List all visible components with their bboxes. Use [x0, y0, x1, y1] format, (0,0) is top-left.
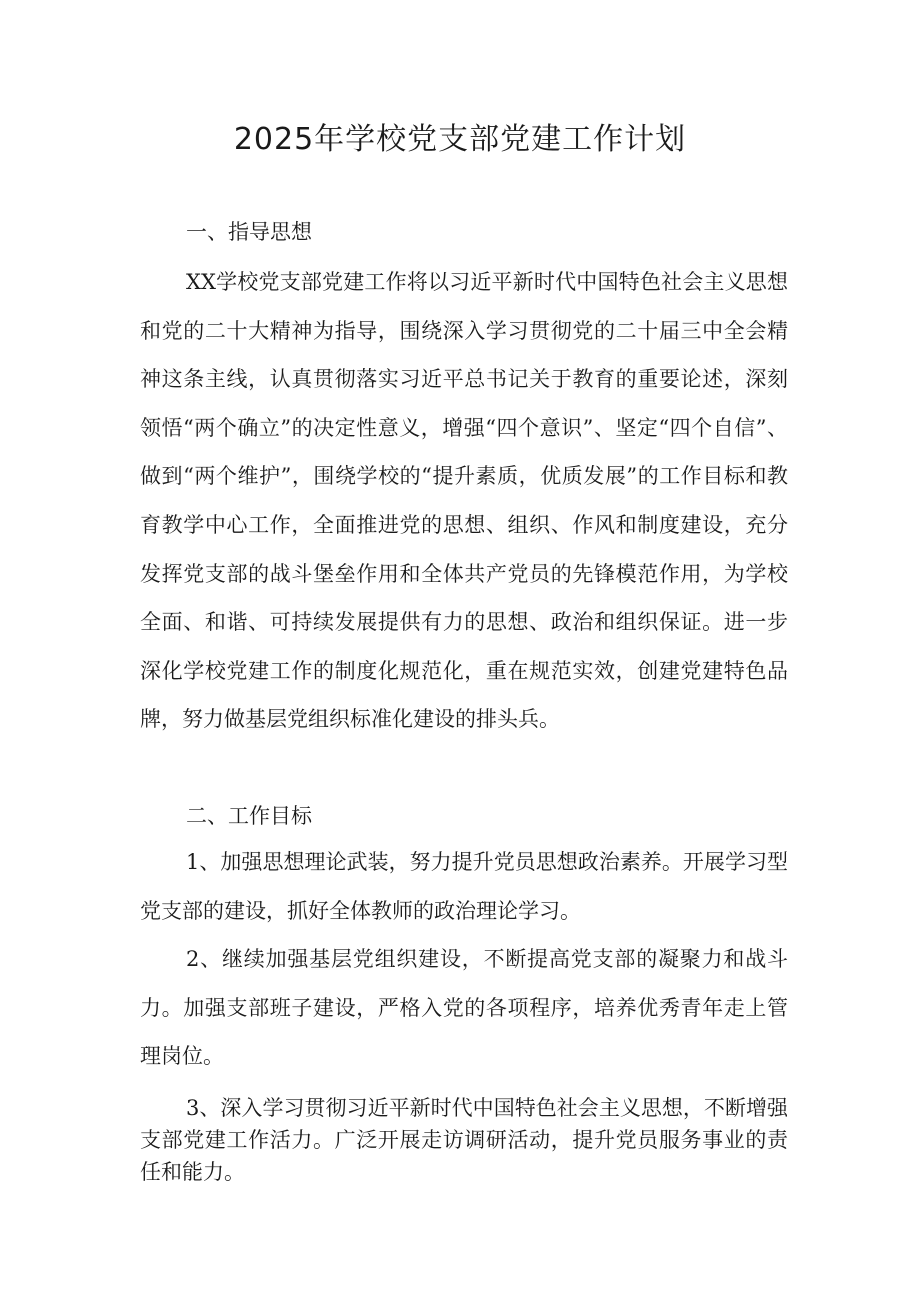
- document-title: 2025年学校党支部党建工作计划: [233, 122, 687, 157]
- section-heading-guiding-ideology: 一、指导思想: [186, 220, 312, 244]
- work-goal-2: 2、继续加强基层党组织建设，不断提高党支部的凝聚力和战斗力。加强支部班子建设，严格入党的各项程序，培养优秀青年走上管理岗位。: [140, 947, 788, 1069]
- guiding-ideology-paragraph: XX学校党支部党建工作将以习近平新时代中国特色社会主义思想和党的二十大精神为指导，围绕深入学习贯彻党的二十届三中全会精神这条主线，认真贯彻落实习近平总书记关于教育的重要论述，深刻领悟“两个确立”的决定性意义，增强“四个意识”、坚定“四个自信”、做到“两个维护”，围绕学校的“提升素质，优质发展”的工作目标和教育教学中心工作，全面推进党的思想、组织、作风和制度建设，充分发挥党支部的战斗堡垒作用和全体共产党员的先锋模范作用，为学校全面、和谐、可持续发展提供有力的思想、政治和组织保证。进一步深化学校党建工作的制度化规范化，重在规范实效，创建党建特色品牌，努力做基层党组织标准化建设的排头兵。: [140, 270, 788, 732]
- section-heading-work-goals: 二、工作目标: [186, 804, 312, 828]
- work-goal-1: 1、加强思想理论武装，努力提升党员思想政治素养。开展学习型党支部的建设，抓好全体教师的政治理论学习。: [140, 850, 788, 923]
- work-goal-3: 3、深入学习贯彻习近平新时代中国特色社会主义思想，不断增强支部党建工作活力。广泛开展走访调研活动，提升党员服务事业的责任和能力。: [140, 1096, 788, 1184]
